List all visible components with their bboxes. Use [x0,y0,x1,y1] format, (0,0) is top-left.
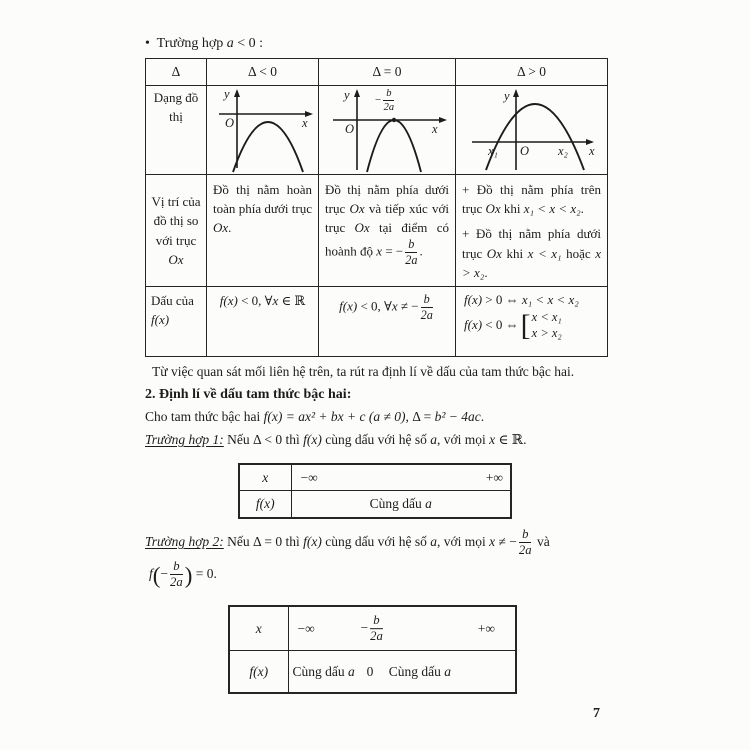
graph-cell-delta-positive [456,86,608,175]
sign-row-label: Dấu của f(x) [151,293,194,327]
graph-row-label: Dạng đồ thị [153,90,199,124]
parabola-graph-delta-positive [456,86,607,173]
position-cell-delta-negative [207,175,319,287]
sign-cell-delta-positive [456,287,608,357]
case-1-statement: Trường hợp 1: Nếu Δ < 0 thì f(x) cùng dấu với hệ số a, với mọi x ∈ ℝ. [145,432,527,447]
fx-row [229,651,516,694]
case-2-vertex-value: f(− $\frac{b}{2a}$ ) = 0. [149,559,217,590]
sign-formula-group [456,287,607,355]
y-axis-label: y [504,89,510,103]
x-range-cell [288,606,516,651]
parabola-graph-delta-zero [319,86,455,173]
origin-label: O [345,122,355,136]
position-row-label-cell [146,175,207,287]
case-item: x > x₂ [531,326,562,341]
position-cell-delta-positive [456,175,608,287]
sign-right: Cùng dấu a [388,663,451,679]
sign-cell-delta-zero [319,287,456,357]
col-header-delta-positive: Δ > 0 [456,59,608,86]
graph-svg [456,86,607,173]
graph-cell-delta-negative [207,86,319,175]
x-header-cell: x [239,464,291,491]
parabola-curve [233,122,303,172]
case-item: x < x₁ [531,310,562,324]
zero-value: 0 [366,663,374,679]
parabola-curve [367,120,421,172]
fx-row [239,491,511,519]
col-header-delta-zero: Δ = 0 [319,59,456,86]
x-range-cell [291,464,511,491]
bullet-icon: • [145,36,150,51]
y-axis-arrow-icon [354,89,360,97]
section-2-heading: 2. Định lí về dấu tam thức bậc hai: [145,387,352,402]
y-axis-label: y [344,88,350,102]
sign-row-label-cell [146,287,207,357]
sign-value-cell: Cùng dấu a [291,491,511,519]
position-text: Đồ thị nằm hoàn toàn phía dưới trục Ox. [213,182,312,236]
sign-positive-line: f(x) > 0 ⇔ x₁ < x < x₂ [464,292,579,307]
sign-negative-line [464,309,599,342]
negative-infinity: −∞ [297,620,315,636]
sign-formula: f(x) < 0, ∀x ≠ − $\frac{b}{2a}$ [339,292,433,322]
sign-cell-delta-negative [207,287,319,357]
summary-paragraph: Từ việc quan sát mối liên hệ trên, ta rút ra định lí về dấu của tam thức bậc hai. [152,364,575,379]
root-x1-label: x₁ [488,144,498,158]
col-header-delta-negative: Δ < 0 [207,59,319,86]
sign-chart-case-2 [228,605,517,694]
sign-value-cell [288,651,516,694]
vertex-abscissa-label: − $\frac{b}{2a}$ [375,88,395,114]
y-axis-arrow-icon [234,89,240,97]
sign-formula: f(x) < 0, ∀x ∈ ℝ [219,293,306,308]
origin-label: O [520,144,530,158]
x-row [229,606,516,651]
graph-row-label-cell [146,86,207,175]
x-axis-label: x [302,116,308,130]
y-axis-label: y [224,87,230,101]
parabola-graph-delta-negative [207,86,318,173]
position-item-below: + Đồ thị nằm phía dưới trục Ox khi x < x₁ hoặc x > x₂. [462,226,601,280]
position-item-above: + Đồ thị nằm phía trên trục Ox khi x₁ < x < x₂. [462,182,601,217]
x-axis-arrow-icon [439,117,447,123]
position-text-list [456,175,607,286]
sign-chart-case-1 [238,463,512,519]
parabola-curve [486,104,584,170]
x-axis-label: x [432,122,438,136]
heading-text: Trường hợp a < 0 : [156,36,264,51]
y-axis-arrow-icon [513,89,519,97]
graph-cell-delta-zero [319,86,456,175]
sign-row [146,287,608,357]
case-2-statement: Trường hợp 2: Nếu Δ = 0 thì f(x) cùng dấu với hệ số a, với mọi x ≠ − $\frac{b}{2a}$ và [145,527,550,558]
negative-infinity: −∞ [300,469,318,485]
graph-row [146,86,608,175]
quadratic-sign-summary-table [145,58,608,357]
position-row-label: Vị trí của đồ thị so với trục Ox [151,193,201,267]
fx-header-cell: f(x) [229,651,288,694]
positive-infinity: +∞ [485,469,503,485]
position-row [146,175,608,287]
origin-label: O [225,116,235,130]
cases-stack [532,309,562,342]
position-text: Đồ thị nằm phía dưới trục Ox và tiếp xúc với trục Ox tại điểm có hoành độ x = − $\frac{b}{2a}$ . [325,182,449,267]
section-2-intro: Cho tam thức bậc hai f(x) = ax² + bx + c (a ≠ 0), Δ = b² − 4ac. [145,409,485,424]
cases-bracket-icon: [ [520,308,531,342]
x-header-cell: x [229,606,288,651]
positive-infinity: +∞ [477,620,495,636]
sign-left: Cùng dấu a [292,663,355,679]
header-row [146,59,608,86]
fx-header-cell: f(x) [239,491,291,519]
page-number: 7 [593,706,600,721]
sign-negative-prefix: f(x) < 0 ⇔ [464,317,519,333]
position-cell-delta-zero [319,175,456,287]
tangent-point [392,118,396,122]
x-axis-label: x [589,144,595,158]
vertex-abscissa: − $\frac{b}{2a}$ [360,612,383,643]
col-header-delta: Δ [146,59,207,86]
case-a-negative-heading [145,34,263,54]
x-row [239,464,511,491]
root-x2-label: x₂ [558,144,568,158]
